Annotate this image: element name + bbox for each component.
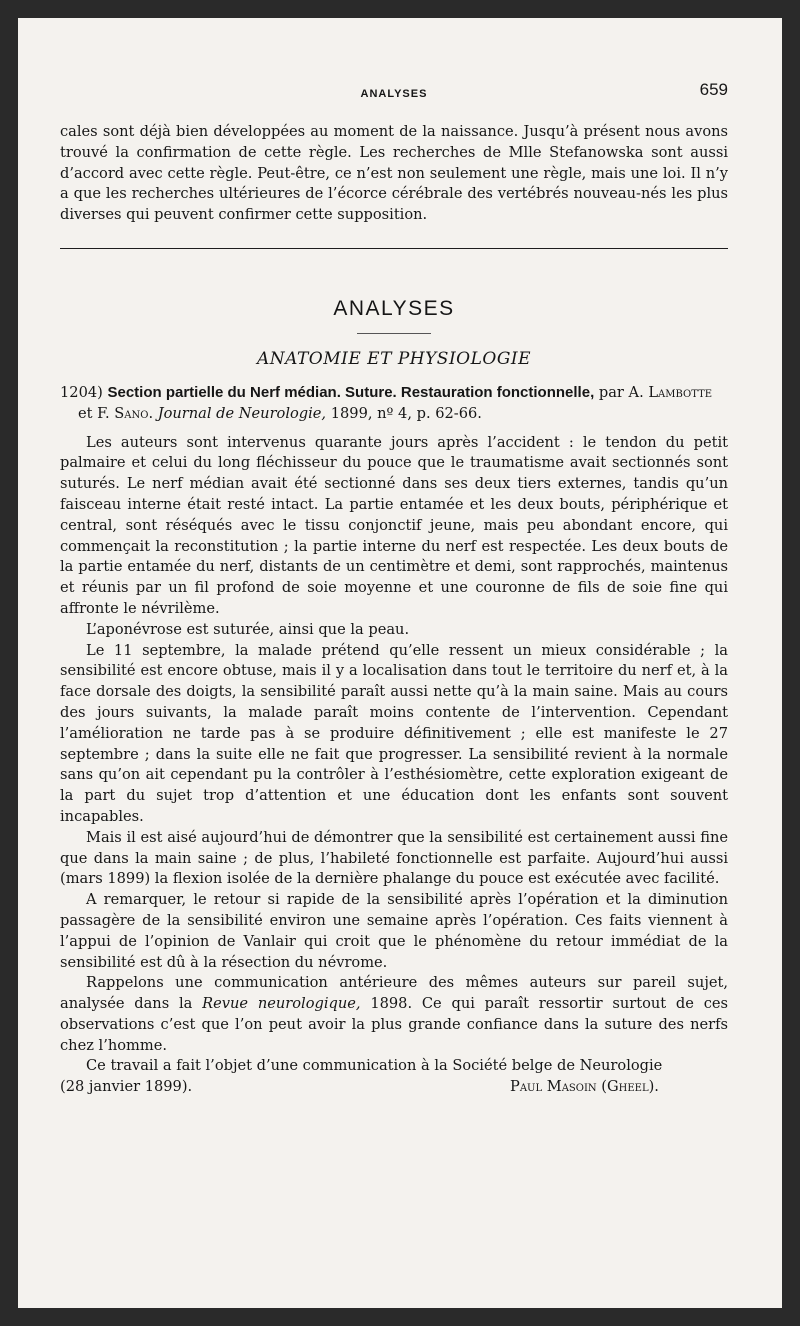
page-content <box>60 80 728 1098</box>
revue-journal: Revue neurologique, <box>202 995 361 1013</box>
entry-number: 1204) <box>60 383 103 401</box>
section-title: ANALYSES <box>333 296 455 320</box>
paragraph: Mais il est aisé aujourd’hui de démontrer que la sensibilité est certainement aussi fine que dans la main saine ; de plus, l’habileté fonctionnelle est parfaite. Aujourd’hui aussi (mars 1899) la flexion isolée de la dernière phalange du pouce est exécutée avec facilité. <box>60 828 728 888</box>
paragraph: Le 11 septembre, la malade prétend qu’elle ressent un mieux considérable ; la sensibilité est encore obtuse, mais il y a localisation dans tout le territoire du nerf et, à la face dorsale des doigts, la sensibilité paraît aussi nette qu’à la main saine. Mais au cours des jours suivants, la malade paraît moins contente de l’intervention. Cependant l’amélioration ne tarde pas à se produire définitivement ; elle est manifeste le 27 septembre ; dans la suite elle ne fait que progresser. La sensibilité revient à la normale sans qu’on ait cependant pu la contrôler à l’esthésiomètre, cette exploration exigeant de la part du sujet trop d’attention et une éducation dont les enfants sont souvent incapables. <box>60 641 728 825</box>
paragraph: Les auteurs sont intervenus quarante jours après l’accident : le tendon du petit palmaire et celui du long fléchisseur du pouce que le traumatisme avait sectionnés sont suturés. Le nerf médian avait été sectionné dans ses deux tiers externes, tandis qu’un faisceau interne était resté intact. La partie entamée et les deux bouts, périphérique et central, sont réséqués avec le tissu conjonctif jeune, mais peu abondant encore, qui commençait la reconstitution ; la partie interne du nerf est respectée. Les deux bouts de la partie entamée du nerf, distants de un centimètre et demi, sont rapprochés, maintenus et réunis par un fil profond de soie moyenne et une couronne de fils de soie fine qui affronte le névrilème. <box>60 433 728 617</box>
running-head <box>60 80 728 108</box>
paragraph-revue <box>60 973 728 1056</box>
closing-paragraph: Ce travail a fait l’objet d’une communication à la Société belge de Neurologie <box>86 1057 663 1075</box>
article-body <box>60 433 728 1099</box>
entry-par: par <box>598 383 624 401</box>
subsection-title: ANATOMIE ET PHYSIOLOGIE <box>256 348 532 369</box>
paragraph: L’aponévrose est suturée, ainsi que la peau. <box>86 620 410 638</box>
entry-et: et <box>78 404 93 422</box>
entry-heading <box>60 383 728 425</box>
signature-line <box>60 1077 728 1098</box>
horizontal-rule <box>60 248 728 249</box>
entry-citation: 1899, nº 4, p. 62-66. <box>330 404 482 422</box>
entry-journal: Journal de Neurologie, <box>157 404 327 422</box>
entry-title: Section partielle du Nerf médian. Suture. Restauration fonctionnelle, <box>107 383 595 401</box>
revue-text-before: Rappelons une communication antérieure des mêmes auteurs sur pareil sujet, analysée dans la <box>60 974 728 1013</box>
signature-date: (28 janvier 1899). <box>60 1078 193 1096</box>
entry-author-1: A. Lambotte <box>628 383 713 401</box>
page-number: 659 <box>699 80 728 99</box>
scanned-page <box>18 18 782 1308</box>
running-title: ANALYSES <box>360 88 428 100</box>
paragraph: A remarquer, le retour si rapide de la sensibilité après l’opération et la diminution passagère de la sensibilité environ une semaine après l’opération. Ces faits viennent à l’appui de l’opinion de Vanlair qui croit que le phénomène du retour immédiat de la sensibilité est dû à la résection du névrome. <box>60 891 728 971</box>
entry-author-2: F. Sano. <box>97 404 154 422</box>
signature-author: Paul Masoin (Gheel). <box>510 1078 659 1096</box>
intro-paragraph: cales sont déjà bien développées au moment de la naissance. Jusqu’à présent nous avons trouvé la confirmation de cette règle. Les recherches de Mlle Stefanowska sont aussi d’accord avec cette règle. Peut-être, ce n’est non seulement une règle, mais une loi. Il n’y a que les recherches ultérieures de l’écorce cérébrale des vertébrés nouveau-nés les plus diverses qui peuvent confirmer cette supposition. <box>60 123 728 224</box>
revue-text-after: 1898. Ce qui paraît ressortir surtout de ces observations c’est que l’on peut avoir la plus grande confiance dans la suture des nerfs chez l’homme. <box>60 995 728 1054</box>
short-rule <box>357 333 431 334</box>
